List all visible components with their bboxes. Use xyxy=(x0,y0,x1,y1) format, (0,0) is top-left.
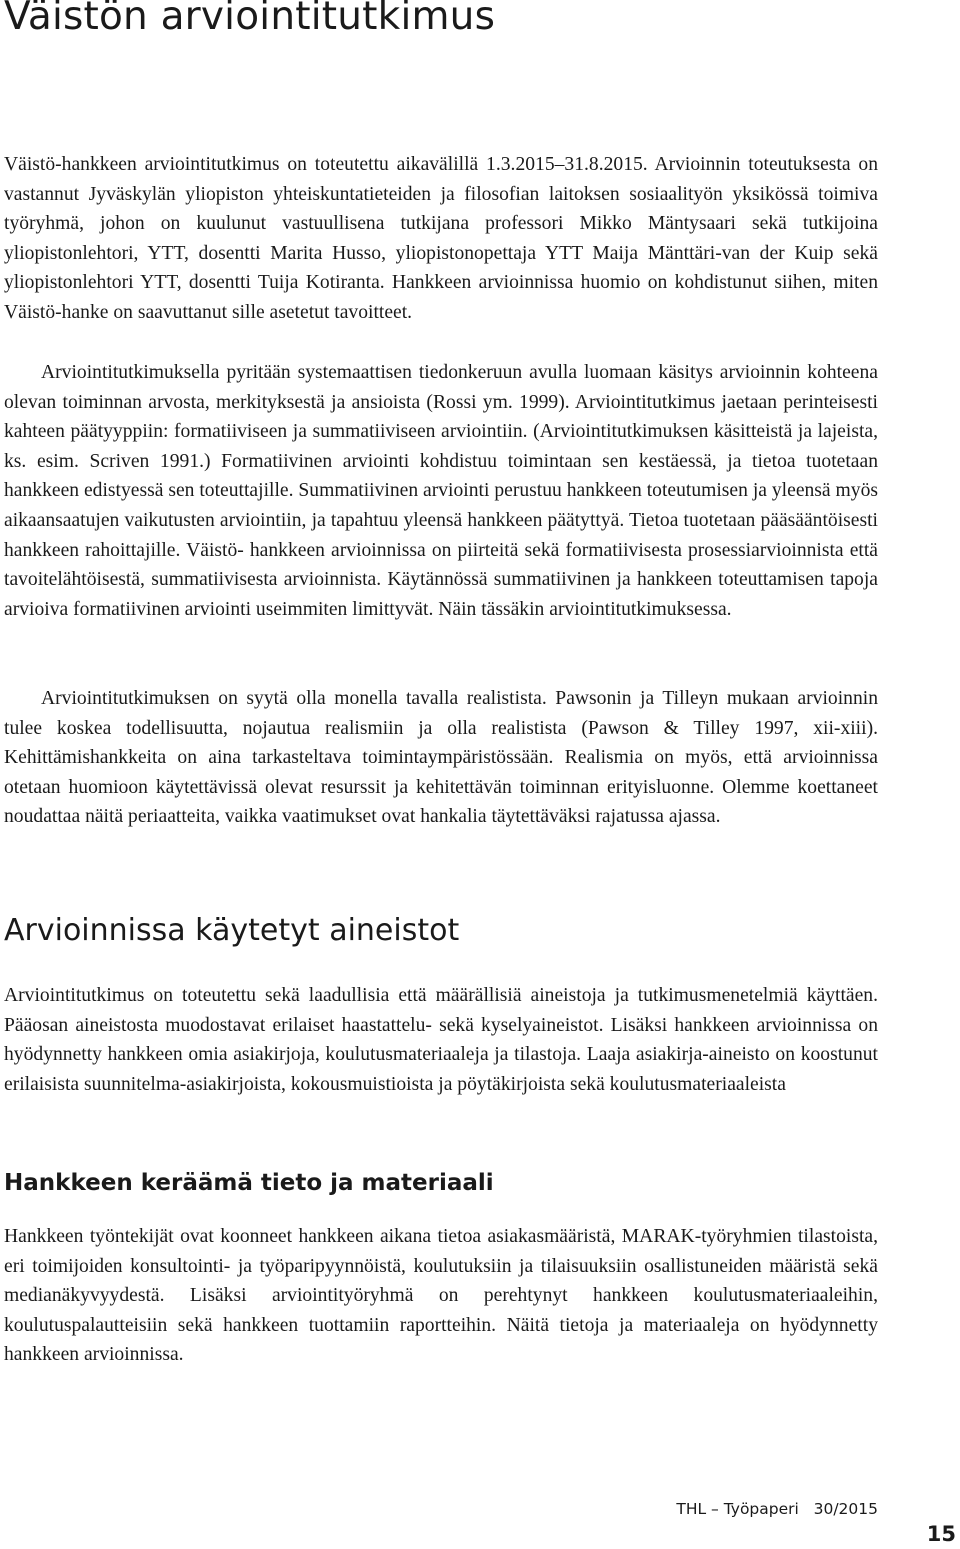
page-title: Väistön arviointitutkimus xyxy=(4,0,496,39)
footer-publication: THL – Työpaperi 30/2015 xyxy=(676,1500,878,1518)
evaluation-paragraph: Arviointitutkimuksella pyritään systemaattisen tiedonkeruun avulla luomaan käsitys arvioinnin kohteena olevan toiminnan arvosta, merkityksestä ja ansioista (Rossi ym. 1999). Arviointitutkimus jaetaan perinteisesti kahteen päätyyppiin: formatiiviseen ja summatiiviseen arviointiin. (Arviointitutkimuksen käsitteistä ja lajeista, ks. esim. Scriven 1991.) Formatiivinen arviointi kohdistuu toimintaan sen kestäessä, ja tietoa tuotetaan hankkeen edistyessä sen toteuttajille. Summatiivinen arviointi perustuu hankkeen toteutumisen ja yleensä myös aikaansaatujen vaikutusten arviointiin, ja tapahtuu yleensä hankkeen päätyttyä. Tietoa tuotetaan pääsääntöisesti hankkeen rahoittajille. Väistö- hankkeen arvioinnissa on piirteitä sekä formatiivisesta prosessiarvioinnista että tavoitelähtöisestä, summatiivisesta arvioinnista. Käytännössä summatiivinen ja hankkeen toteuttamisen tapoja arvioiva formatiivinen arviointi useimmiten limittyvät. Näin tässäkin arviointitutkimuksessa. xyxy=(4,362,878,620)
intro-paragraph: Väistö-hankkeen arviointitutkimus on toteutettu aikavälillä 1.3.2015–31.8.2015. Arvioinnin toteutuksesta on vastannut Jyväskylän yliopiston yhteiskuntatieteiden ja filosofian laitoksen sosiaalityön yksikössä toimiva työryhmä, johon on kuulunut vastuullisena tutkijana professori Mikko Mäntysaari sekä tutkijoina yliopistonlehtori, YTT, dosentti Marita Husso, yliopistonopettaja YTT Maija Mänttäri-van der Kuip sekä yliopistonlehtori YTT, dosentti Tuija Kotiranta. Hankkeen arvioinnissa huomio on kohdistunut siihen, miten Väistö-hanke on saavuttanut sille asetetut tavoitteet. xyxy=(4,154,878,323)
subsection-heading: Hankkeen keräämä tieto ja materiaali xyxy=(4,1170,494,1196)
materials-paragraph: Arviointitutkimus on toteutettu sekä laadullisia että määrällisiä aineistoja ja tutkimusmenetelmiä käyttäen. Pääosan aineistosta muodostavat erilaiset haastattelu- sekä kyselyaineistot. Lisäksi hankkeen arvioinnissa on hyödynnetty hankkeen omia asiakirjoja, koulutusmateriaaleja ja tilastoja. Laaja asiakirja-aineisto on koostunut erilaisista suunnitelma-asiakirjoista, kokousmuistioista ja pöytäkirjoista sekä koulutusmateriaaleista xyxy=(4,985,878,1095)
page-number: 15 xyxy=(926,1522,956,1546)
realism-paragraph: Arviointitutkimuksen on syytä olla monella tavalla realistista. Pawsonin ja Tilleyn mukaan arvioinnin tulee koskea todellisuutta, nojautua realismiin ja olla realistista (Pawson & Tilley 1997, xii-xiii). Kehittämishankkeita on aina tarkasteltava toimintaympäristössään. Realismia on myös, että arvioinnissa otetaan huomioon käytettävissä olevat resurssit ja kehitettävän toiminnan erityisluonne. Olemme koettaneet noudattaa näitä periaatteita, vaikka vaatimukset ovat hankalia täytettäväksi rajatussa ajassa. xyxy=(4,688,878,828)
section-heading: Arvioinnissa käytetyt aineistot xyxy=(4,913,460,948)
collected-data-paragraph: Hankkeen työntekijät ovat koonneet hankkeen aikana tietoa asiakasmääristä, MARAK-työryhmien tilastoista, eri toimijoiden konsultointi- ja työparipyynnöistä, koulutuksiin ja tilaisuuksiin osallistuneiden määristä sekä medianäkyvyydestä. Lisäksi arviointityöryhmä on perehtynyt hankkeen koulutusmateriaaleihin, koulutuspalautteisiin sekä hankkeen tuottamiin raportteihin. Näitä tietoja ja materiaaleja on hyödynnetty hankkeen arvioinnissa. xyxy=(4,1226,878,1366)
